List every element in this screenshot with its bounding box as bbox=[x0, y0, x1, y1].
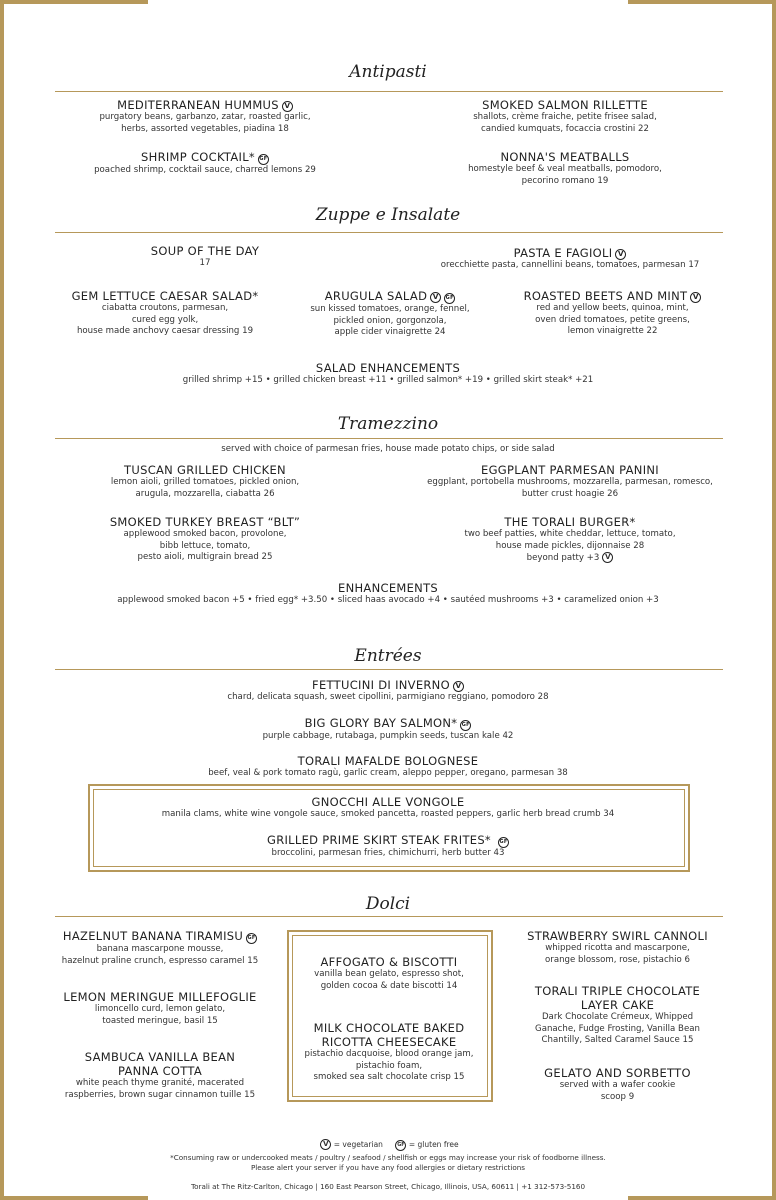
menu-item-affogato bbox=[289, 955, 489, 992]
divider bbox=[55, 669, 723, 670]
item-name: HAZELNUT BANANA TIRAMISU bbox=[62, 929, 244, 943]
item-name: ARUGULA SALAD bbox=[324, 289, 428, 303]
item-desc: lemon vinaigrette 22 bbox=[567, 326, 658, 336]
item-desc: butter crust hoagie 26 bbox=[521, 488, 619, 499]
menu-item-tiramisu bbox=[45, 929, 275, 967]
item-name: LAYER CAKE bbox=[580, 998, 655, 1012]
vegetarian-icon: V bbox=[690, 292, 701, 303]
menu-item-caesar bbox=[50, 289, 280, 338]
item-desc: poached shrimp, cocktail sauce, charred lemons 29 bbox=[94, 165, 316, 175]
item-name: AFFOGATO & BISCOTTI bbox=[320, 955, 458, 969]
item-desc: beef, veal & pork tomato ragù, garlic cream, aleppo pepper, oregano, parmesan 38 bbox=[208, 768, 568, 778]
item-desc: white peach thyme granité, macerated bbox=[75, 1078, 245, 1088]
item-desc: orecchiette pasta, cannellini beans, tomatoes, parmesan 17 bbox=[440, 260, 700, 270]
menu-item-salmon-rillette bbox=[420, 98, 710, 135]
section-title-antipasti: Antipasti bbox=[349, 62, 427, 82]
item-desc: hazelnut praline crunch, espresso caramel 15 bbox=[61, 955, 259, 966]
item-name: PASTA E FAGIOLI bbox=[513, 246, 613, 260]
item-desc: toasted meringue, basil 15 bbox=[102, 1015, 218, 1026]
gluten-free-icon: GF bbox=[444, 293, 455, 304]
item-desc: cured egg yolk, bbox=[131, 314, 199, 325]
item-name: RICOTTA CHEESECAKE bbox=[321, 1035, 457, 1049]
item-desc: chard, delicata squash, sweet cipollini, parmigiano reggiano, pomodoro 28 bbox=[227, 692, 549, 702]
vegetarian-icon: V bbox=[602, 552, 613, 563]
section-title-zuppe: Zuppe e Insalate bbox=[315, 205, 461, 225]
item-name: SALAD ENHANCEMENTS bbox=[315, 361, 461, 375]
gluten-free-icon: GF bbox=[258, 154, 269, 165]
footer-address: Torali at The Ritz-Carlton, Chicago | 160 East Pearson Street, Chicago, Illinois, USA, 60611 | +1 312-573-5160 bbox=[190, 1182, 586, 1191]
item-desc: whipped ricotta and mascarpone, bbox=[545, 943, 690, 953]
item-name: GEM LETTUCE CAESAR SALAD* bbox=[71, 289, 259, 303]
item-desc: house made pickles, dijonnaise 28 bbox=[495, 540, 645, 551]
footer-allergy: Please alert your server if you have any food allergies or dietary restrictions bbox=[250, 1163, 526, 1172]
item-name: SMOKED TURKEY BREAST “BLT” bbox=[109, 515, 301, 529]
menu-item-arugula bbox=[285, 289, 495, 339]
item-name: ENHANCEMENTS bbox=[338, 581, 438, 595]
menu-item-torali-burger bbox=[400, 515, 740, 565]
item-desc: purgatory beans, garbanzo, zatar, roasted garlic, bbox=[99, 112, 311, 122]
gluten-free-icon: GF bbox=[395, 1140, 406, 1151]
section-title-dolci: Dolci bbox=[365, 894, 411, 914]
item-name: STRAWBERRY SWIRL CANNOLI bbox=[527, 929, 708, 943]
item-name: SMOKED SALMON RILLETTE bbox=[482, 98, 648, 112]
item-desc: vanilla bean gelato, espresso shot, bbox=[314, 969, 464, 979]
item-desc: applewood smoked bacon +5 • fried egg* +3.50 • sliced haas avocado +4 • sautéed mushrooms +3 • caramelized onion +3 bbox=[117, 595, 659, 605]
item-desc: homestyle beef & veal meatballs, pomodoro, bbox=[468, 164, 662, 174]
item-name: FETTUCINI DI INVERNO bbox=[312, 678, 450, 692]
menu-item-panna-cotta bbox=[45, 1050, 275, 1101]
item-name: NONNA'S MEATBALLS bbox=[500, 150, 630, 164]
item-desc: smoked sea salt chocolate crisp 15 bbox=[313, 1072, 465, 1082]
item-desc: applewood smoked bacon, provolone, bbox=[123, 529, 287, 539]
menu-item-skirt-steak bbox=[90, 833, 686, 860]
item-desc: Ganache, Fudge Frosting, Vanilla Bean bbox=[535, 1023, 700, 1034]
menu-item-turkey-blt bbox=[60, 515, 350, 564]
item-desc: banana mascarpone mousse, bbox=[96, 944, 224, 954]
menu-item-bolognese bbox=[60, 754, 716, 780]
item-desc: two beef patties, white cheddar, lettuce, tomato, bbox=[464, 529, 676, 539]
item-desc: raspberries, brown sugar cinnamon tuille 15 bbox=[64, 1089, 256, 1100]
menu-item-eggplant-panini bbox=[400, 463, 740, 500]
item-desc: sun kissed tomatoes, orange, fennel, bbox=[310, 304, 470, 314]
item-desc: beyond patty +3 bbox=[526, 553, 600, 563]
menu-item-beets bbox=[505, 289, 720, 338]
item-desc: golden cocoa & date biscotti 14 bbox=[320, 980, 458, 991]
item-name: THE TORALI BURGER* bbox=[504, 515, 636, 529]
menu-item-gelato bbox=[500, 1066, 735, 1103]
item-desc: lemon aioli, grilled tomatoes, pickled onion, bbox=[110, 477, 300, 487]
section-title-entrees: Entrées bbox=[354, 646, 422, 666]
vegetarian-icon: V bbox=[282, 101, 293, 112]
legend-gluten-free: = gluten free bbox=[408, 1140, 459, 1149]
item-name: GELATO AND SORBETTO bbox=[544, 1066, 691, 1080]
item-desc: eggplant, portobella mushrooms, mozzarella, parmesan, romesco, bbox=[427, 477, 713, 487]
vegetarian-icon: V bbox=[430, 292, 441, 303]
item-name: LEMON MERINGUE MILLEFOGLIE bbox=[63, 990, 257, 1004]
footer-disclaimer: *Consuming raw or undercooked meats / poultry / seafood / shellfish or eggs may increase your risk of foodborne illness. bbox=[170, 1153, 606, 1162]
item-desc: Dark Chocolate Crémeux, Whipped bbox=[541, 1012, 694, 1022]
item-desc: pesto aioli, multigrain bread 25 bbox=[137, 552, 273, 562]
item-desc: candied kumquats, focaccia crostini 22 bbox=[481, 123, 649, 134]
menu-item-cheesecake bbox=[289, 1021, 489, 1084]
divider bbox=[55, 232, 723, 233]
item-desc: orange blossom, rose, pistachio 6 bbox=[545, 954, 690, 965]
item-desc: oven dried tomatoes, petite greens, bbox=[535, 314, 690, 325]
menu-item-meatballs bbox=[420, 150, 710, 187]
item-name: ROASTED BEETS AND MINT bbox=[523, 289, 688, 303]
menu-item-cannoli bbox=[500, 929, 735, 966]
divider bbox=[55, 91, 723, 92]
menu-item-pasta-fagioli bbox=[400, 246, 740, 272]
item-desc: broccolini, parmesan fries, chimichurri, herb butter 43 bbox=[271, 848, 505, 858]
vegetarian-icon: V bbox=[615, 249, 626, 260]
menu-item-fettucini bbox=[60, 678, 716, 704]
item-desc: bibb lettuce, tomato, bbox=[159, 540, 251, 551]
item-desc: manila clams, white wine vongole sauce, smoked pancetta, roasted peppers, garlic herb bread crumb 34 bbox=[161, 809, 615, 819]
gluten-free-icon: GF bbox=[498, 837, 509, 848]
menu-item-hummus bbox=[60, 98, 350, 135]
item-desc: red and yellow beets, quinoa, mint, bbox=[536, 303, 689, 313]
menu-item-chocolate-cake bbox=[500, 984, 735, 1047]
legend-vegetarian: = vegetarian bbox=[333, 1140, 383, 1149]
item-name: GRILLED PRIME SKIRT STEAK FRITES* bbox=[266, 833, 491, 847]
item-desc: served with a wafer cookie bbox=[559, 1080, 676, 1090]
item-desc: Chantilly, Salted Caramel Sauce 15 bbox=[541, 1035, 694, 1045]
item-desc: ciabatta croutons, parmesan, bbox=[101, 303, 229, 313]
left-border bbox=[0, 0, 4, 1200]
section-title-tramezzino: Tramezzino bbox=[337, 414, 439, 434]
menu-item-tuscan-chicken bbox=[60, 463, 350, 500]
divider bbox=[55, 438, 723, 439]
menu-item-gnocchi bbox=[90, 795, 686, 821]
item-desc: arugula, mozzarella, ciabatta 26 bbox=[135, 488, 275, 499]
item-name: TUSCAN GRILLED CHICKEN bbox=[124, 463, 286, 477]
salad-enhancements bbox=[60, 361, 716, 387]
divider bbox=[55, 916, 723, 917]
item-desc: herbs, assorted vegetables, piadina 18 bbox=[121, 123, 289, 134]
item-desc: scoop 9 bbox=[600, 1091, 635, 1102]
item-desc: pickled onion, gorgonzola, bbox=[333, 315, 447, 326]
item-name: MILK CHOCOLATE BAKED bbox=[313, 1021, 465, 1035]
item-name: SOUP OF THE DAY bbox=[150, 244, 260, 258]
item-desc: apple cider vinaigrette 24 bbox=[334, 327, 446, 337]
item-desc: pistachio dacquoise, blood orange jam, bbox=[304, 1049, 474, 1059]
item-desc: grilled shrimp +15 • grilled chicken breast +11 • grilled salmon* +19 • grilled skirt steak* +21 bbox=[182, 375, 594, 385]
corner-ornament bbox=[628, 0, 776, 18]
item-desc: pistachio foam, bbox=[355, 1060, 423, 1071]
dietary-legend bbox=[0, 1139, 776, 1151]
item-desc: purple cabbage, rutabaga, pumpkin seeds, tuscan kale 42 bbox=[262, 731, 514, 741]
item-name: PANNA COTTA bbox=[118, 1064, 202, 1078]
gluten-free-icon: GF bbox=[460, 720, 471, 731]
item-name: EGGPLANT PARMESAN PANINI bbox=[481, 463, 659, 477]
item-name: SHRIMP COCKTAIL* bbox=[141, 150, 255, 164]
section-note: served with choice of parmesan fries, house made potato chips, or side salad bbox=[221, 444, 555, 454]
right-border bbox=[772, 0, 776, 1200]
item-name: GNOCCHI ALLE VONGOLE bbox=[311, 795, 465, 809]
item-name: TORALI TRIPLE CHOCOLATE bbox=[534, 984, 701, 998]
item-desc: shallots, crème fraiche, petite frisee salad, bbox=[473, 112, 657, 122]
corner-ornament bbox=[0, 0, 148, 18]
menu-item-glory-bay-salmon bbox=[60, 716, 716, 743]
menu-item-shrimp-cocktail bbox=[60, 150, 350, 177]
item-desc: 17 bbox=[199, 258, 211, 268]
sandwich-enhancements bbox=[60, 581, 716, 607]
menu-item-millefoglie bbox=[45, 990, 275, 1027]
item-desc: house made anchovy caesar dressing 19 bbox=[76, 326, 254, 336]
item-desc: pecorino romano 19 bbox=[521, 175, 609, 186]
item-name: BIG GLORY BAY SALMON* bbox=[304, 716, 458, 730]
vegetarian-icon: V bbox=[453, 681, 464, 692]
item-name: TORALI MAFALDE BOLOGNESE bbox=[297, 754, 479, 768]
vegetarian-icon: V bbox=[320, 1139, 331, 1150]
item-name: MEDITERRANEAN HUMMUS bbox=[117, 98, 279, 112]
menu-item-soup bbox=[60, 244, 350, 270]
item-desc: limoncello curd, lemon gelato, bbox=[94, 1004, 226, 1014]
gluten-free-icon: GF bbox=[246, 933, 257, 944]
item-name: SAMBUCA VANILLA BEAN bbox=[84, 1050, 236, 1064]
